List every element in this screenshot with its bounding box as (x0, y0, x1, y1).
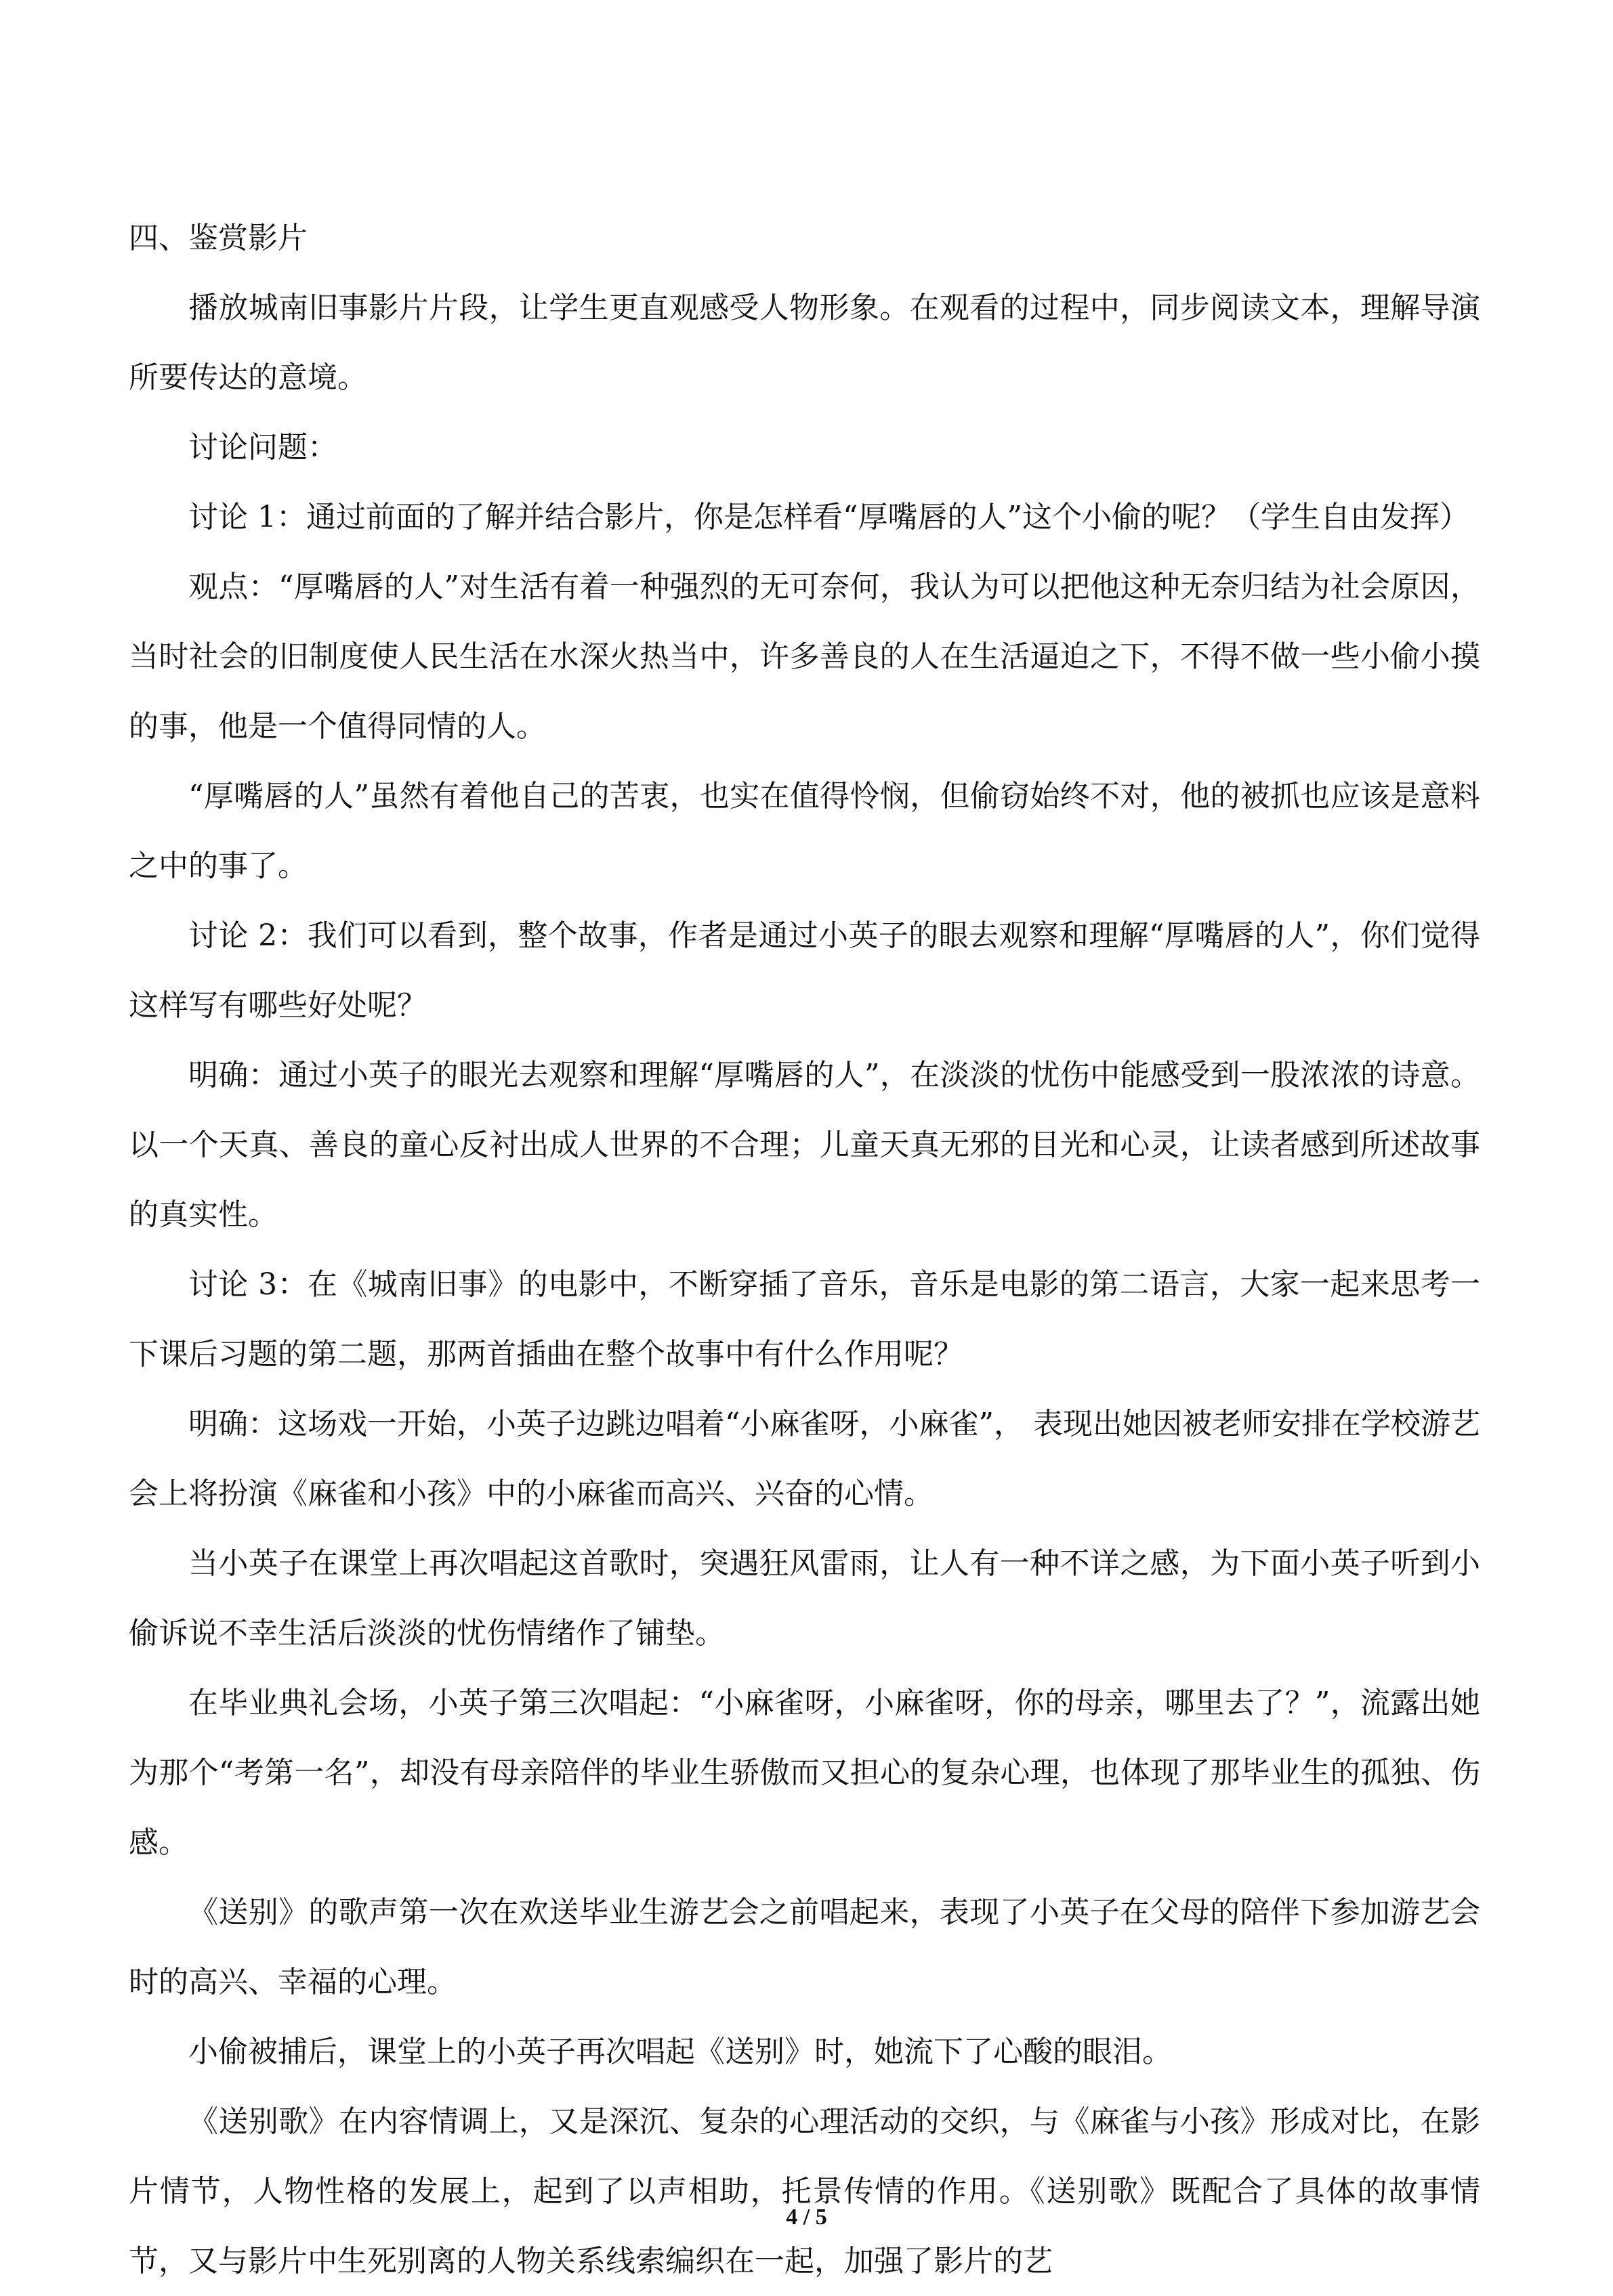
paragraph: 小偷被捕后，课堂上的小英子再次唱起《送别》时，她流下了心酸的眼泪。 (188, 2035, 1172, 2069)
paragraph: 讨论问题： (188, 430, 337, 465)
page-number: 4 / 5 (786, 2205, 827, 2230)
paragraph: 《送别歌》在内容情调上，又是深沉、复杂的心理活动的交织，与《麻雀与小孩》形成对比，在影片情节，人物性格的发展上，起到了以声相助，托景传情的作用。《送别歌》既配合了具体的故事情节，又与影片中生死别离的人物关系线索编织在一起，加强了影片的艺 (129, 2104, 1480, 2278)
paragraph: 当小英子在课堂上再次唱起这首歌时，突遇狂风雷雨，让人有一种不详之感，为下面小英子听到小偷诉说不幸生活后淡淡的忧伤情绪作了铺垫。 (129, 1546, 1480, 1651)
paragraph: 《送别》的歌声第一次在欢送毕业生游艺会之前唱起来，表现了小英子在父母的陪伴下参加游艺会时的高兴、幸福的心理。 (129, 1895, 1480, 1999)
document-body (129, 203, 1480, 2296)
paragraph: 观点：“厚嘴唇的人”对生活有着一种强烈的无可奈何，我认为可以把他这种无奈归结为社会原因，当时社会的旧制度使人民生活在水深火热当中，许多善良的人在生活逼迫之下，不得不做一些小偷小摸的事，他是一个值得同情的人。 (129, 570, 1480, 744)
paragraph: 讨论 3：在《城南旧事》的电影中，不断穿插了音乐，音乐是电影的第二语言，大家一起来思考一下课后习题的第二题，那两首插曲在整个故事中有什么作用呢？ (129, 1267, 1480, 1372)
paragraph: 讨论 1：通过前面的了解并结合影片，你是怎样看“厚嘴唇的人”这个小偷的呢？（学生自由发挥） (188, 500, 1469, 534)
paragraph: 播放城南旧事影片片段，让学生更直观感受人物形象。在观看的过程中，同步阅读文本，理解导演所要传达的意境。 (129, 291, 1480, 395)
paragraph: “厚嘴唇的人”虽然有着他自己的苦衷，也实在值得怜悯，但偷窃始终不对，他的被抓也应该是意料之中的事了。 (129, 779, 1481, 883)
paragraph: 讨论 2：我们可以看到，整个故事，作者是通过小英子的眼去观察和理解“厚嘴唇的人”，你们觉得这样写有哪些好处呢？ (129, 918, 1480, 1023)
paragraph: 在毕业典礼会场，小英子第三次唱起：“小麻雀呀，小麻雀呀，你的母亲，哪里去了？”，流露出她为那个“考第一名”，却没有母亲陪伴的毕业生骄傲而又担心的复杂心理，也体现了那毕业生的孤独、伤感。 (129, 1686, 1480, 1860)
section-heading: 四、鉴赏影片 (129, 221, 308, 255)
paragraph: 明确：这场戏一开始，小英子边跳边唱着“小麻雀呀，小麻雀”， 表现出她因被老师安排在学校游艺会上将扮演《麻雀和小孩》中的小麻雀而高兴、兴奋的心情。 (129, 1407, 1480, 1511)
paragraph: 明确：通过小英子的眼光去观察和理解“厚嘴唇的人”，在淡淡的忧伤中能感受到一股浓浓的诗意。以一个天真、善良的童心反衬出成人世界的不合理；儿童天真无邪的目光和心灵，让读者感到所述故事的真实性。 (129, 1058, 1480, 1232)
